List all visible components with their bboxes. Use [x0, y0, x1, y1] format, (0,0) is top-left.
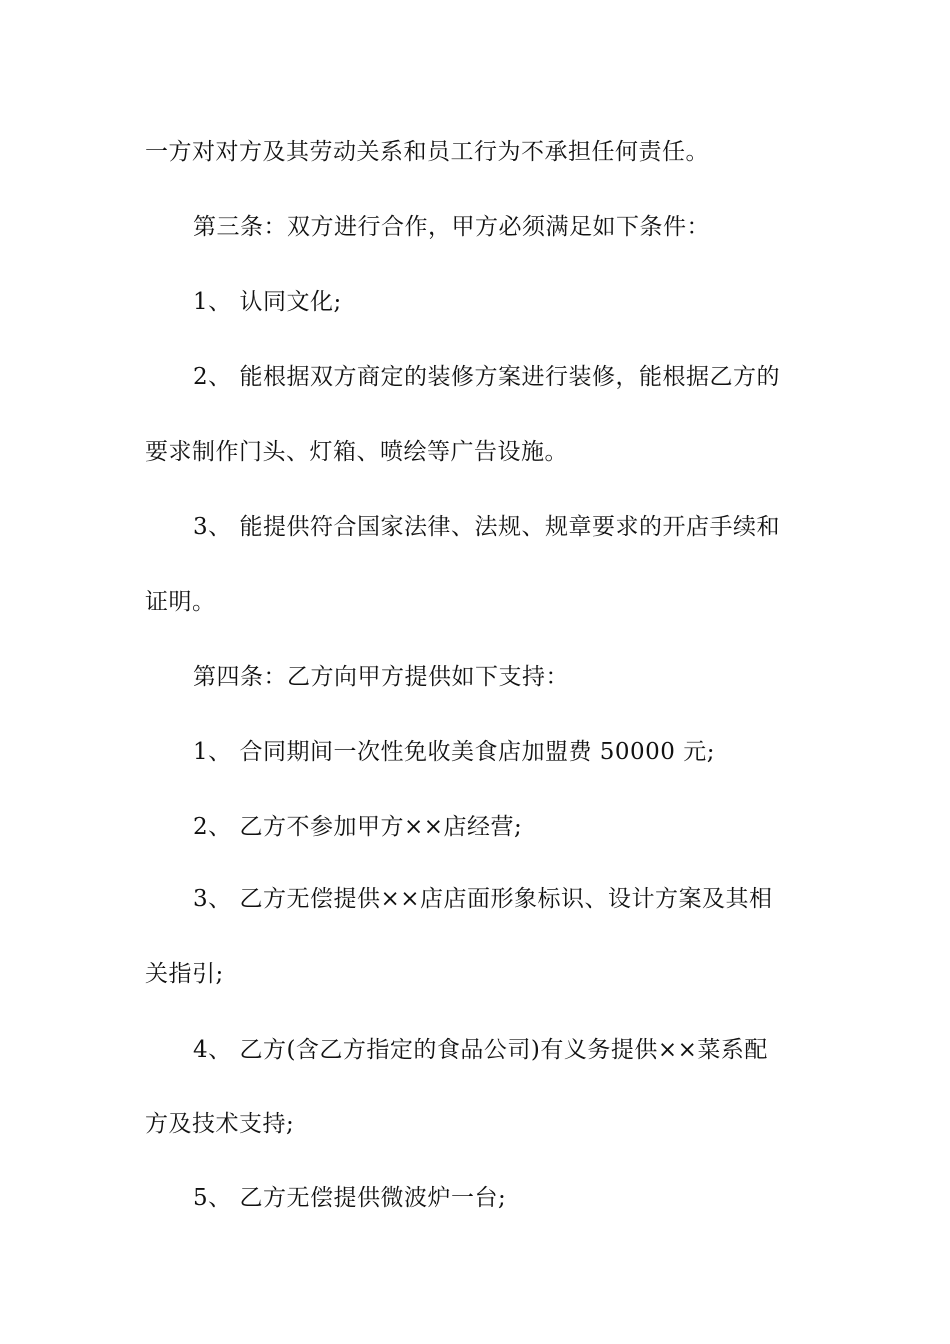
list-item: 2、 能根据双方商定的装修方案进行装修，能根据乙方的 [193, 364, 780, 390]
paragraph-line: 方及技术支持; [145, 1111, 295, 1137]
paragraph-line: 关指引; [145, 961, 224, 987]
list-item: 2、 乙方不参加甲方××店经营; [193, 814, 523, 840]
paragraph-line: 要求制作门头、灯箱、喷绘等广告设施。 [145, 439, 568, 465]
list-item: 1、 合同期间一次性免收美食店加盟费 50000 元; [193, 739, 715, 765]
paragraph-line: 证明。 [145, 589, 216, 615]
article-4-heading: 第四条：乙方向甲方提供如下支持： [193, 664, 569, 690]
list-item: 4、 乙方(含乙方指定的食品公司)有义务提供××菜系配 [193, 1037, 768, 1063]
list-item: 3、 乙方无偿提供××店店面形象标识、设计方案及其相 [193, 886, 773, 912]
list-item: 1、 认同文化; [193, 289, 342, 315]
article-3-heading: 第三条：双方进行合作，甲方必须满足如下条件： [193, 214, 710, 240]
paragraph-line: 一方对对方及其劳动关系和员工行为不承担任何责任。 [145, 139, 709, 165]
list-item: 5、 乙方无偿提供微波炉一台; [193, 1185, 507, 1211]
list-item: 3、 能提供符合国家法律、法规、规章要求的开店手续和 [193, 514, 780, 540]
